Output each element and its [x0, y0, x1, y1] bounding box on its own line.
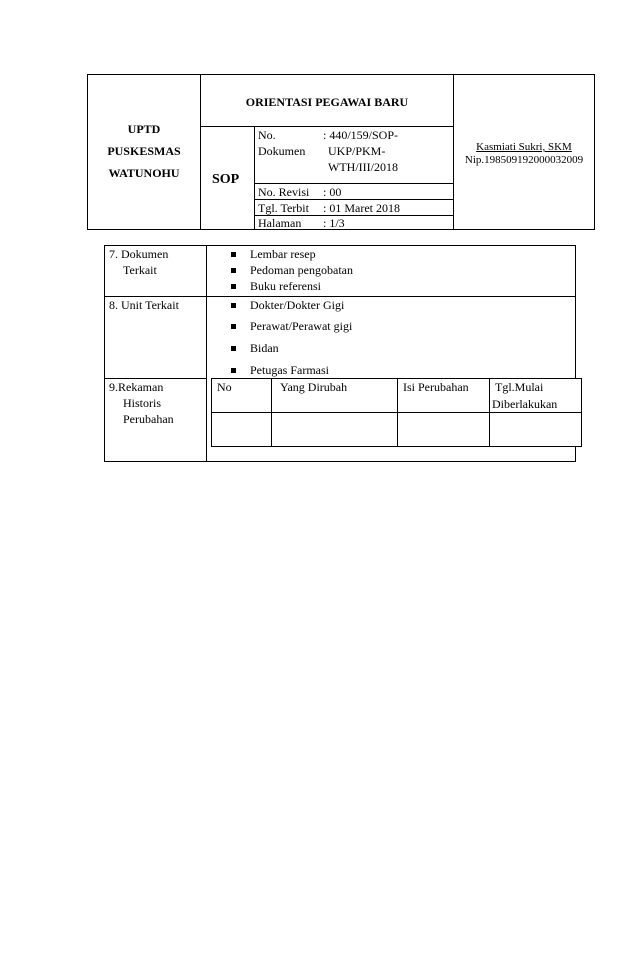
org-line-2: PUSKESMAS	[107, 144, 181, 158]
tgl-terbit-value: : 01 Maret 2018	[323, 201, 400, 215]
bullet-icon	[231, 368, 236, 373]
halaman-label: Halaman	[258, 216, 302, 230]
rekaman-label-3: Perubahan	[123, 412, 174, 426]
bullet-icon	[231, 284, 236, 289]
list-item: Pedoman pengobatan	[250, 263, 353, 277]
sop-label: SOP	[212, 172, 240, 187]
bullet-icon	[231, 346, 236, 351]
history-header-changed: Yang Dirubah	[280, 380, 348, 394]
no-dokumen-label-2: Dokumen	[258, 144, 306, 158]
list-item: Lembar resep	[250, 247, 316, 261]
history-header-content: Isi Perubahan	[403, 380, 469, 394]
list-item: Dokter/Dokter Gigi	[250, 298, 345, 312]
tgl-terbit-label: Tgl. Terbit	[258, 201, 309, 215]
signer-nip: Nip.198509192000032009	[464, 154, 584, 166]
no-dokumen-value-2: UKP/PKM-	[328, 144, 386, 158]
dokumen-terkait-label-1: 7. Dokumen	[109, 247, 169, 261]
list-item: Bidan	[250, 341, 279, 355]
no-dokumen-label-1: No.	[258, 128, 276, 142]
rekaman-label-1: 9.Rekaman	[109, 380, 164, 394]
org-line-3: WATUNOHU	[108, 166, 180, 180]
no-revisi-value: : 00	[323, 185, 342, 199]
signer-name: Kasmiati Sukri, SKM	[476, 141, 572, 153]
no-revisi-label: No. Revisi	[258, 185, 310, 199]
bullet-icon	[231, 252, 236, 257]
bullet-icon	[231, 324, 236, 329]
rekaman-label-2: Historis	[123, 396, 162, 410]
history-header-no: No	[217, 380, 232, 394]
unit-terkait-label: 8. Unit Terkait	[109, 298, 179, 312]
history-header-date-2: Diberlakukan	[492, 397, 558, 411]
no-dokumen-value-3: WTH/III/2018	[328, 160, 398, 174]
dokumen-terkait-label-2: Terkait	[123, 263, 157, 277]
no-dokumen-value-1: : 440/159/SOP-	[323, 128, 399, 142]
bullet-icon	[231, 303, 236, 308]
document-title: ORIENTASI PEGAWAI BARU	[245, 95, 409, 109]
list-item: Perawat/Perawat gigi	[250, 319, 353, 333]
history-header-date-1: Tgl.Mulai	[495, 380, 544, 394]
list-item: Petugas Farmasi	[250, 363, 329, 377]
list-item: Buku referensi	[250, 279, 321, 293]
bullet-icon	[231, 268, 236, 273]
org-line-1: UPTD	[127, 122, 161, 136]
halaman-value: : 1/3	[323, 216, 345, 230]
